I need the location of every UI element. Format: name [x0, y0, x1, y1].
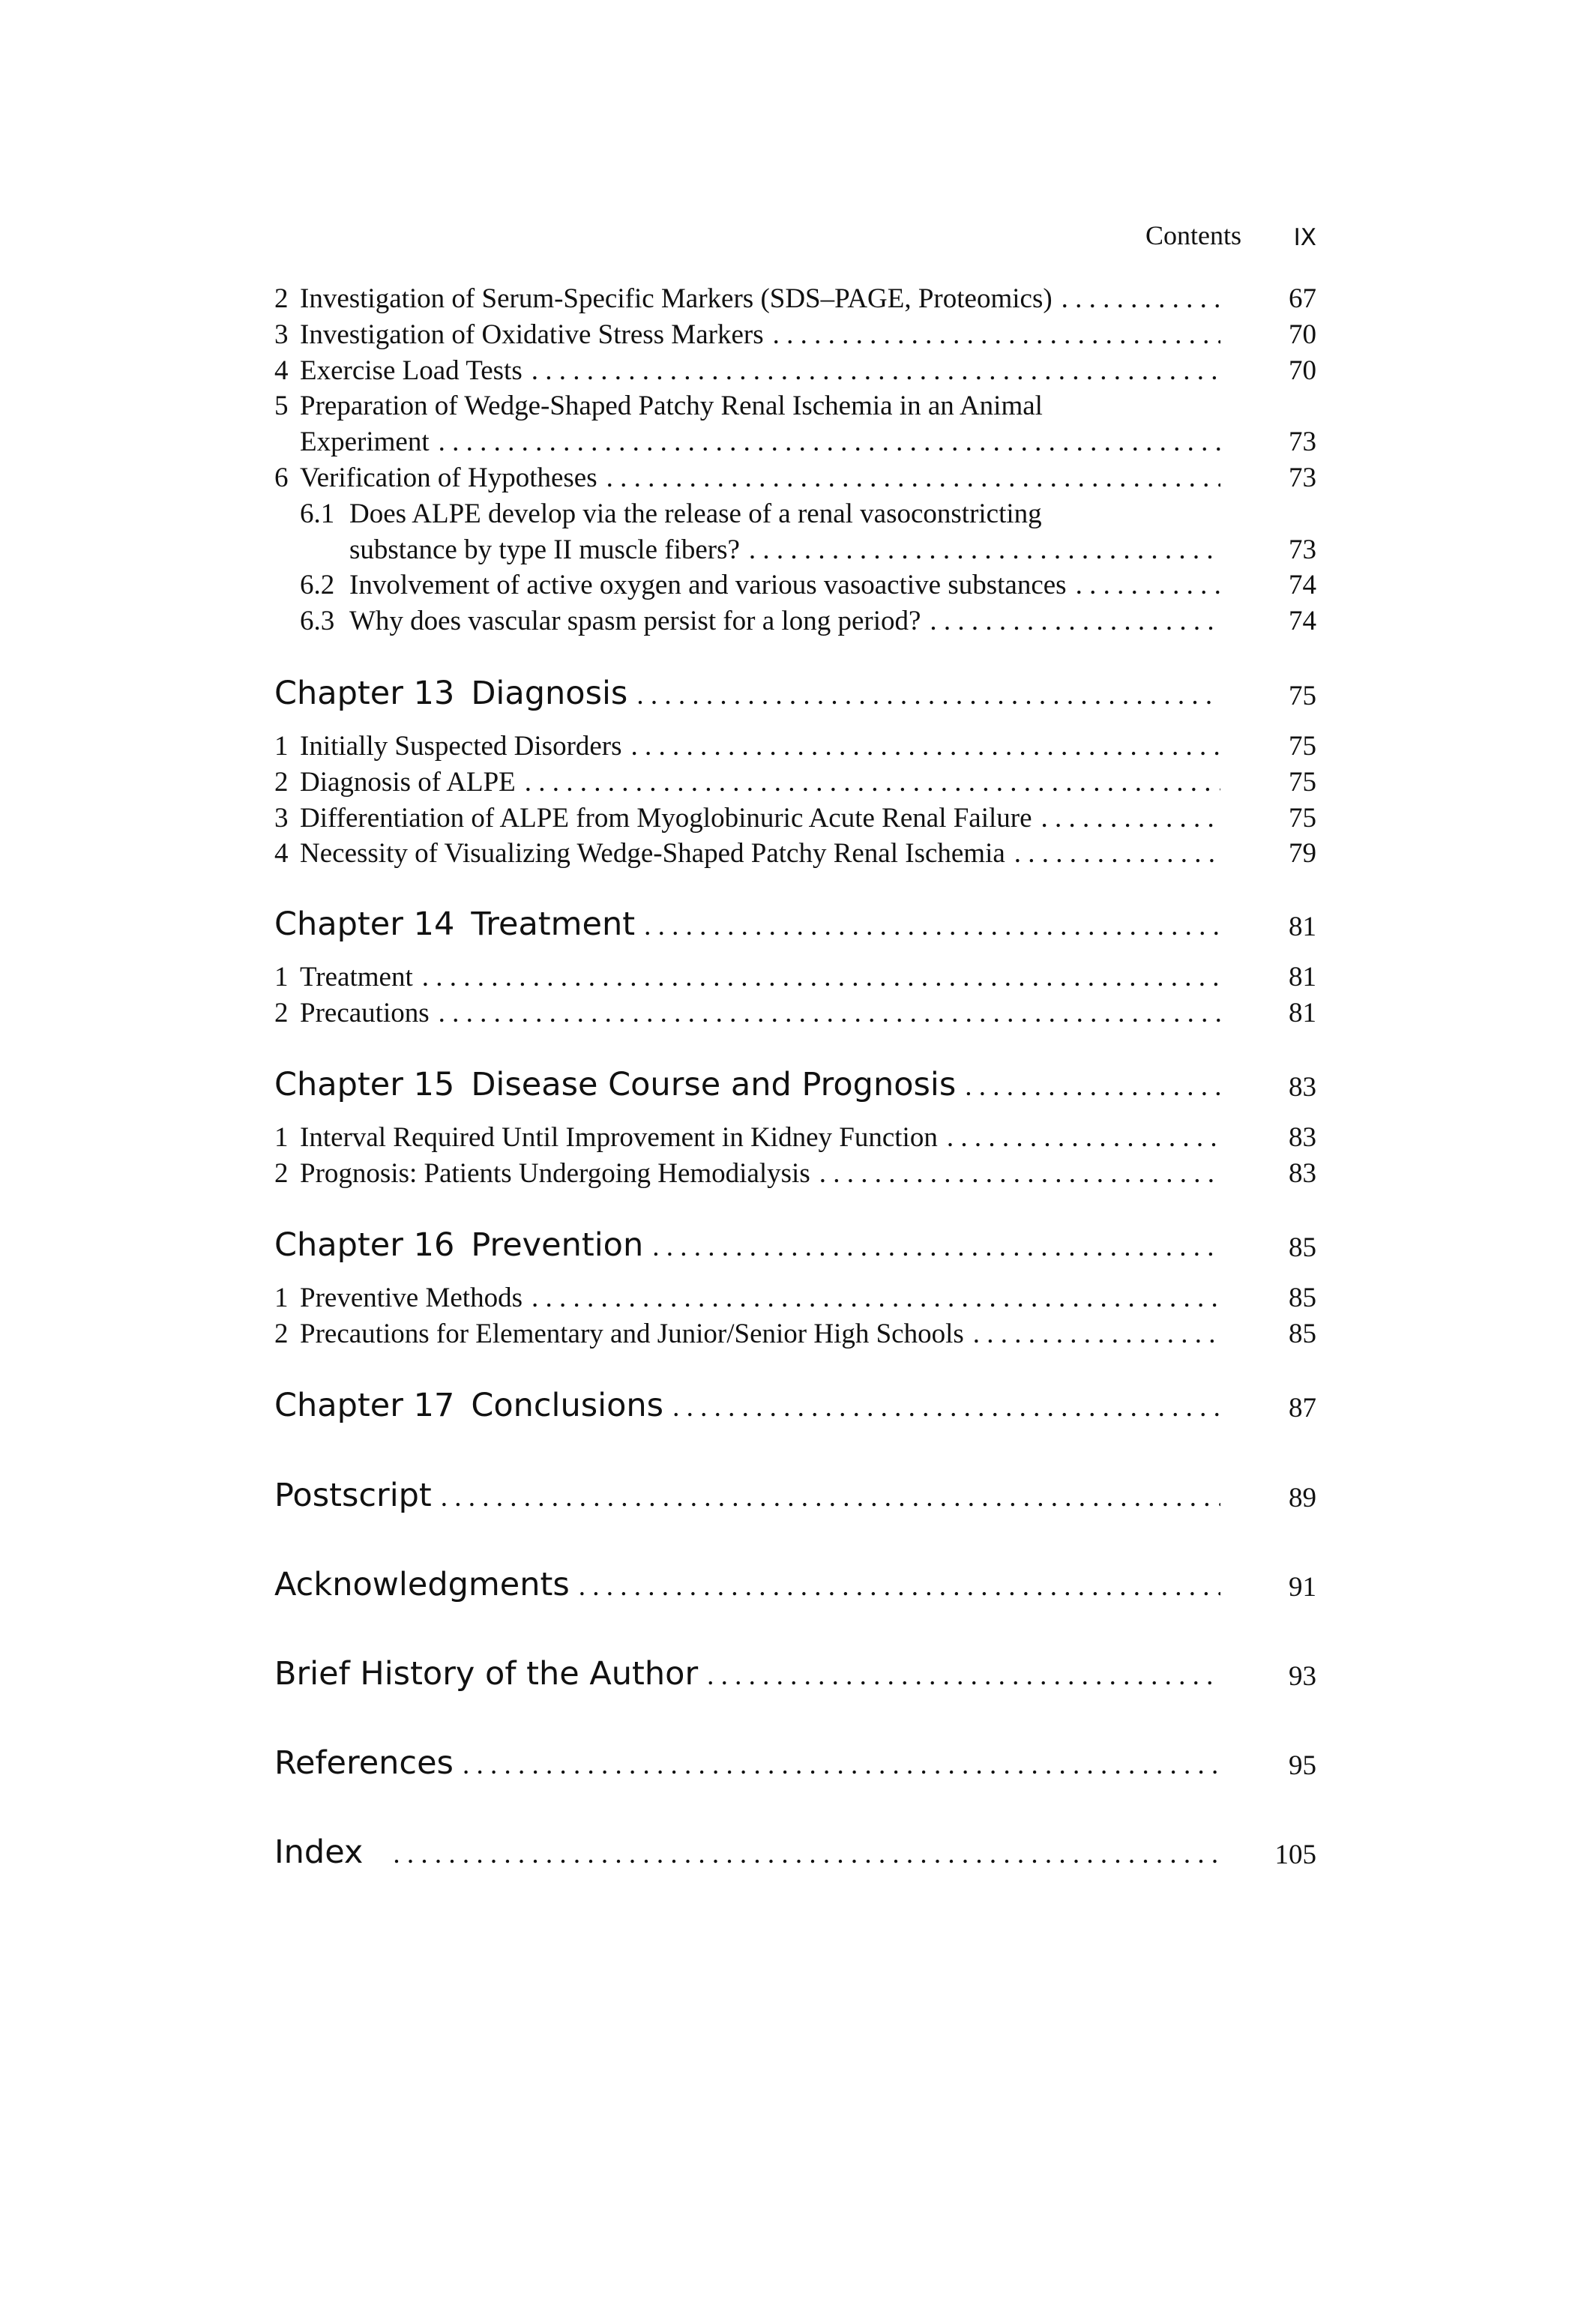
toc-postscript[interactable] — [274, 1469, 1316, 1514]
toc-entry-title: Experiment — [300, 427, 430, 457]
chapter-heading-14[interactable]: Chapter 14 Treatment . . . 81 — [274, 898, 1316, 943]
chapter-heading-13[interactable]: Chapter 13 Diagnosis . . . 75 — [274, 667, 1316, 712]
toc-entry-title: Verification of Hypotheses — [300, 462, 597, 493]
toc-page-number: 73 — [1289, 462, 1316, 493]
toc-entry-title: Does ALPE develop via the release of a renal vasoconstricting — [349, 498, 1042, 529]
running-header-title: Contents — [1145, 220, 1241, 250]
toc-entry-title: Exercise Load Tests — [300, 355, 523, 386]
toc-page-number: 83 — [1289, 1122, 1316, 1153]
toc-index[interactable] — [274, 1826, 1316, 1871]
toc-entry[interactable]: 1 Initially Suspected Disorders . . . 75 — [274, 725, 1316, 762]
toc-entry[interactable]: 2 Prognosis: Patients Undergoing Hemodialysis . . . 83 — [274, 1152, 1316, 1190]
toc-entry-title: Preventive Methods — [300, 1283, 523, 1313]
toc-page-number: 83 — [1289, 1072, 1316, 1103]
toc-page-number: 89 — [1289, 1483, 1316, 1513]
toc-subentry[interactable]: 6.1 Does ALPE develop via the release of a renal vasoconstricting — [300, 498, 1042, 529]
toc-author-history[interactable] — [274, 1648, 1316, 1693]
toc-references[interactable] — [274, 1737, 1316, 1782]
back-matter-title: Acknowledgments — [274, 1566, 570, 1603]
toc-entry-title: Differentiation of ALPE from Myoglobinuric Acute Renal Failure — [300, 803, 1032, 834]
toc-entry[interactable]: 5 Preparation of Wedge-Shaped Patchy Renal Ischemia in an Animal — [274, 391, 1043, 421]
chapter-heading-16[interactable]: Chapter 16 Prevention . . . 85 — [274, 1219, 1316, 1264]
toc-entry-title: Precautions for Elementary and Junior/Senior High Schools — [300, 1319, 964, 1349]
toc-page-number: 85 — [1289, 1283, 1316, 1313]
toc-page-number: 70 — [1289, 355, 1316, 386]
toc-entry-title: Why does vascular spasm persist for a long period? — [349, 606, 921, 636]
toc-entry[interactable]: 2 Precautions for Elementary and Junior/Senior High Schools . . . 85 — [274, 1313, 1316, 1350]
toc-page-number: 67 — [1289, 283, 1316, 314]
toc-entry[interactable]: 2 Precautions . . . 81 — [274, 992, 1316, 1029]
toc-page-number: 81 — [1289, 962, 1316, 992]
toc-page-number: 79 — [1289, 838, 1316, 869]
toc-entry-title: Diagnosis of ALPE — [300, 767, 516, 798]
back-matter-title: Index — [274, 1834, 364, 1871]
toc-page-number: 73 — [1289, 427, 1316, 457]
toc-page-number: 70 — [1289, 319, 1316, 350]
toc-entry[interactable]: 3 Differentiation of ALPE from Myoglobinuric Acute Renal Failure . . . 75 — [274, 797, 1316, 834]
toc-subentry[interactable]: 6.3 Why does vascular spasm persist for a long period? . . . 74 — [274, 600, 1316, 637]
toc-page-number: 85 — [1289, 1232, 1316, 1263]
toc-entry-title: Preparation of Wedge-Shaped Patchy Renal Ischemia in an Animal — [300, 391, 1043, 421]
back-matter-title: References — [274, 1744, 454, 1782]
toc-entry-title: Interval Required Until Improvement in Kidney Function — [300, 1122, 938, 1153]
toc-page-number: 91 — [1289, 1572, 1316, 1603]
toc-entry[interactable]: 2 Diagnosis of ALPE . . . 75 — [274, 761, 1316, 798]
back-matter-title: Postscript — [274, 1477, 432, 1514]
back-matter-title: Brief History of the Author — [274, 1655, 699, 1693]
chapter-title: Conclusions — [471, 1387, 664, 1424]
toc-page-number: 75 — [1289, 767, 1316, 798]
toc-page-number: 81 — [1289, 998, 1316, 1028]
toc-page-number: 75 — [1289, 731, 1316, 762]
toc-entry-title: Prognosis: Patients Undergoing Hemodialysis — [300, 1158, 810, 1189]
toc-entry[interactable]: 4 Necessity of Visualizing Wedge-Shaped Patchy Renal Ischemia . . . 79 — [274, 832, 1316, 870]
running-header — [1124, 214, 1316, 251]
toc-entry-continued[interactable] — [274, 421, 1316, 458]
toc-subentry[interactable]: 6.2 Involvement of active oxygen and various vasoactive substances . . . 74 — [274, 564, 1316, 601]
toc-page-number: 95 — [1289, 1750, 1316, 1781]
toc-entry[interactable]: 2 Investigation of Serum-Specific Markers (SDS–PAGE, Proteomics) . . . 67 — [274, 277, 1316, 315]
toc-entry[interactable]: 1 Preventive Methods . . . 85 — [274, 1277, 1316, 1314]
toc-acknowledgments[interactable] — [274, 1558, 1316, 1603]
toc-entry[interactable]: 1 Treatment . . . 81 — [274, 956, 1316, 993]
toc-page-number: 75 — [1289, 803, 1316, 834]
toc-entry[interactable]: 3 Investigation of Oxidative Stress Markers . . . 70 — [274, 313, 1316, 351]
toc-page-number: 105 — [1274, 1840, 1316, 1870]
toc-entry-title: Involvement of active oxygen and various vasoactive substances — [349, 570, 1067, 600]
toc-page-number: 83 — [1289, 1158, 1316, 1189]
toc-entry[interactable]: 4 Exercise Load Tests . . . 70 — [274, 349, 1316, 387]
toc-entry-title: Investigation of Serum-Specific Markers (SDS–PAGE, Proteomics) — [300, 283, 1053, 314]
chapter-heading-17[interactable]: Chapter 17 Conclusions . . . 87 — [274, 1379, 1316, 1424]
toc-page-number: 74 — [1289, 570, 1316, 600]
toc-entry-title: Precautions — [300, 998, 430, 1028]
toc-subentry-continued[interactable] — [274, 528, 1316, 566]
toc-entry[interactable]: 1 Interval Required Until Improvement in Kidney Function . . . 83 — [274, 1116, 1316, 1154]
toc-entry-title: Necessity of Visualizing Wedge-Shaped Patchy Renal Ischemia — [300, 838, 1005, 869]
chapter-title: Prevention — [471, 1226, 644, 1264]
chapter-title: Treatment — [471, 906, 636, 943]
chapter-title: Diagnosis — [471, 675, 628, 712]
toc-entry-title: substance by type II muscle fibers? — [349, 534, 740, 565]
toc-page-number: 73 — [1289, 534, 1316, 565]
toc-page-number: 87 — [1289, 1393, 1316, 1423]
toc-entry[interactable]: 6 Verification of Hypotheses . . . 73 — [274, 457, 1316, 494]
toc-page-number: 75 — [1289, 681, 1316, 711]
toc-entry-title: Treatment — [300, 962, 413, 992]
toc-page-number: 85 — [1289, 1319, 1316, 1349]
chapter-heading-15[interactable]: Chapter 15 Disease Course and Prognosis . . . 83 — [274, 1058, 1316, 1103]
toc-entry-title: Investigation of Oxidative Stress Markers — [300, 319, 764, 350]
toc-page-number: 74 — [1289, 606, 1316, 636]
toc-page-number: 81 — [1289, 912, 1316, 942]
toc-page-number: 93 — [1289, 1661, 1316, 1692]
toc-entry-title: Initially Suspected Disorders — [300, 731, 622, 762]
page-number: IX — [1293, 224, 1316, 251]
chapter-title: Disease Course and Prognosis — [471, 1066, 957, 1103]
